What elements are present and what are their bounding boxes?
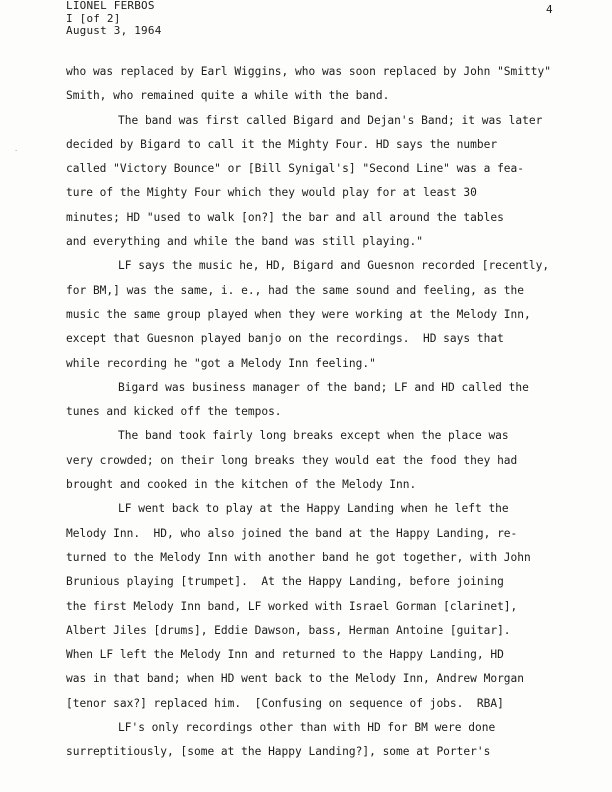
text-line: ture of the Mighty Four which they would play for at least 30 — [66, 186, 477, 200]
text-line: Brunious playing [trumpet]. At the Happy Landing, before joining — [66, 575, 504, 589]
interviewee-name: LIONEL FERBOS — [66, 0, 155, 12]
text-line: Smith, who remained quite a while with the band. — [66, 89, 390, 103]
text-line: who was replaced by Earl Wiggins, who was soon replaced by John "Smitty" — [66, 65, 551, 78]
reel-label: I [of 2] — [66, 11, 121, 25]
text-line: turned to the Melody Inn with another band he got together, with John — [66, 550, 531, 564]
text-line: Albert Jiles [drums], Eddie Dawson, bass, Herman Antoine [guitar]. — [66, 623, 511, 637]
page-header — [66, 0, 162, 38]
text-line: brought and cooked in the kitchen of the Melody Inn. — [66, 478, 417, 492]
text-line: the first Melody Inn band, LF worked with Israel Gorman [clarinet], — [66, 599, 518, 613]
text-line: except that Guesnon played banjo on the recordings. HD says that — [66, 332, 504, 346]
text-line: and everything and while the band was still playing." — [66, 235, 423, 249]
text-line: called "Victory Bounce" or [Bill Synigal's] "Second Line" was a fea- — [66, 162, 525, 176]
text-line: [tenor sax?] replaced him. [Confusing on sequence of jobs. RBA] — [66, 696, 504, 710]
text-line: The band took fairly long breaks except when the place was — [118, 429, 509, 443]
text-line: LF went back to play at the Happy Landing when he left the — [118, 502, 509, 516]
text-line: was in that band; when HD went back to the Melody Inn, Andrew Morgan — [66, 672, 525, 686]
text-line: music the same group played when they were working at the Melody Inn, — [66, 307, 531, 321]
text-line: Melody Inn. HD, who also joined the band at the Happy Landing, re- — [66, 526, 518, 540]
text-line: LF says the music he, HD, Bigard and Guesnon recorded [recently, — [118, 259, 550, 273]
text-line: minutes; HD "used to walk [on?] the bar and all around the tables — [66, 210, 504, 224]
text-line: When LF left the Melody Inn and returned to the Happy Landing, HD — [66, 648, 504, 662]
transcript-body — [66, 60, 606, 765]
text-line: Bigard was business manager of the band; LF and HD called the — [118, 380, 529, 394]
text-line: very crowded; on their long breaks they would eat the food they had — [66, 453, 518, 467]
text-line: LF's only recordings other than with HD for BM were done — [118, 721, 496, 735]
text-line: for BM,] was the same, i. e., had the same sound and feeling, as the — [66, 283, 525, 297]
interview-date: August 3, 1964 — [66, 24, 162, 37]
text-line: while recording he "got a Melody Inn feeling." — [66, 356, 376, 370]
page-number: 4 — [546, 3, 553, 16]
text-line: surreptitiously, [some at the Happy Landing?], some at Porter's — [66, 745, 491, 759]
text-line: tunes and kicked off the tempos. — [66, 405, 282, 419]
scan-speck: · — [14, 147, 19, 155]
text-line: The band was first called Bigard and Dejan's Band; it was later — [118, 113, 543, 127]
text-line: decided by Bigard to call it the Mighty Four. HD says the number — [66, 137, 498, 151]
